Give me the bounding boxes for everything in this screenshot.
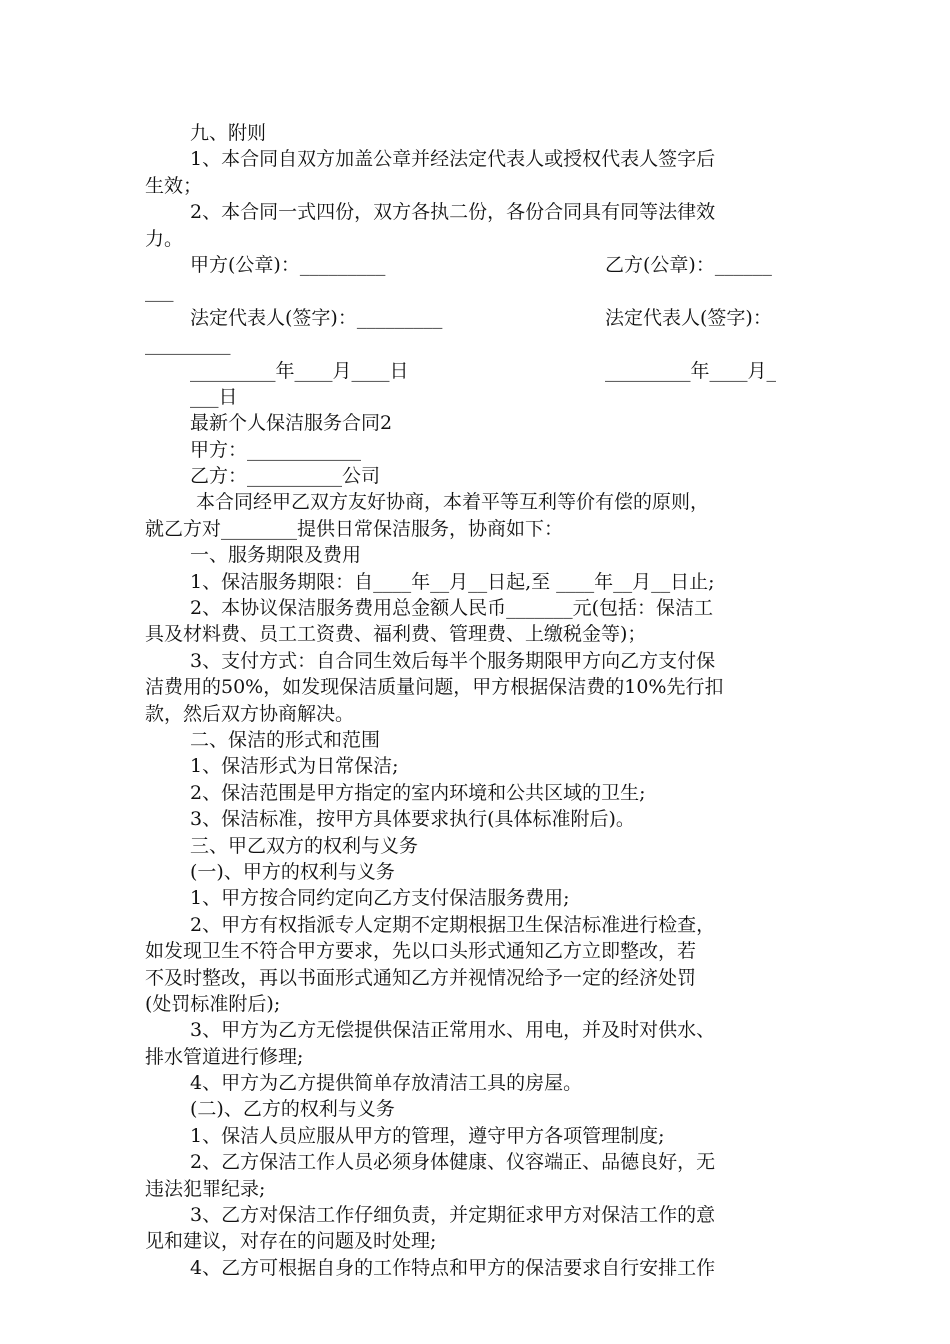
section-3a-item-4: 4、甲方为乙方提供简单存放清洁工具的房屋。	[190, 1072, 583, 1095]
intro-paragraph-cont: 就乙方对________提供日常保洁服务，协商如下：	[145, 517, 564, 540]
section-3-heading: 三、甲乙双方的权利与义务	[190, 834, 419, 857]
appendix-item-1: 1、本合同自双方加盖公章并经法定代表人或授权代表人签字后	[190, 148, 716, 171]
document-page	[145, 120, 810, 1281]
section-3a-item-2: 2、甲方有权指派专人定期不定期根据卫生保洁标准进行检查，	[190, 913, 716, 936]
appendix-heading: 九、附则	[190, 122, 267, 144]
section-1-item-2: 2、本协议保洁服务费用总金额人民币_______元(包括：保洁工	[190, 597, 714, 620]
section-3a-item-2-cont: 如发现卫生不符合甲方要求，先以口头形式通知乙方立即整改，若	[145, 940, 697, 963]
party-a-date: _________年____月____日	[190, 359, 409, 382]
appendix-item-1-cont: 生效；	[145, 174, 203, 197]
party-b-seal: 乙方(公章)：______	[605, 253, 772, 276]
section-1-item-3-cont: 洁费用的50%，如发现保洁质量问题，甲方根据保洁费的10%先行扣	[145, 676, 724, 699]
section-3a-item-2-cont-2: 不及时整改，再以书面形式通知乙方并视情况给予一定的经济处罚	[145, 966, 697, 989]
appendix-item-2: 2、本合同一式四份，双方各执二份，各份合同具有同等法律效	[190, 201, 716, 224]
contract-title: 最新个人保洁服务合同2	[190, 412, 393, 435]
party-a-line: 甲方：____________	[190, 438, 362, 461]
date-row	[145, 358, 810, 384]
section-1-item-3-cont-2: 款，然后双方协商解决。	[145, 702, 355, 725]
section-2-item-3: 3、保洁标准，按甲方具体要求执行(具体标准附后)。	[190, 808, 635, 831]
party-b-representative: 法定代表人(签字)：	[605, 306, 772, 329]
appendix-item-2-cont: 力。	[145, 227, 184, 250]
section-3b-item-2: 2、乙方保洁工作人员必须身体健康、仪容端正、品德良好，无	[190, 1151, 716, 1174]
party-a-representative: 法定代表人(签字)：_________	[190, 306, 443, 329]
party-b-date-cont: ___日	[190, 385, 238, 408]
section-3b-item-1: 1、保洁人员应服从甲方的管理，遵守甲方各项管理制度;	[190, 1124, 665, 1147]
section-3b-heading: (二)、乙方的权利与义务	[190, 1098, 395, 1121]
section-1-heading: 一、服务期限及费用	[190, 544, 362, 567]
party-b-line: 乙方：__________公司	[190, 465, 381, 488]
party-a-seal: 甲方(公章)：_________	[190, 253, 386, 276]
party-b-seal-cont: ___	[145, 280, 174, 303]
section-3b-item-3: 3、乙方对保洁工作仔细负责，并定期征求甲方对保洁工作的意	[190, 1204, 716, 1227]
section-3a-item-2-cont-3: (处罚标准附后);	[145, 992, 281, 1015]
section-3a-item-3-cont: 排水管道进行修理;	[145, 1045, 304, 1068]
seal-row	[145, 252, 810, 278]
section-3a-item-1: 1、甲方按合同约定向乙方支付保洁服务费用;	[190, 887, 570, 910]
section-2-item-1: 1、保洁形式为日常保洁;	[190, 755, 399, 778]
section-3b-item-2-cont: 违法犯罪纪录;	[145, 1177, 266, 1200]
section-3a-heading: (一)、甲方的权利与义务	[190, 860, 395, 883]
section-2-heading: 二、保洁的形式和范围	[190, 728, 381, 751]
section-1-item-2-cont: 具及材料费、员工工资费、福利费、管理费、上缴税金等)；	[145, 623, 647, 646]
section-3b-item-4: 4、乙方可根据自身的工作特点和甲方的保洁要求自行安排工作	[190, 1256, 716, 1279]
section-3b-item-3-cont: 见和建议，对存在的问题及时处理;	[145, 1230, 437, 1253]
intro-paragraph: 本合同经甲乙双方友好协商，本着平等互利等价有偿的原则，	[190, 491, 710, 514]
representative-row	[145, 305, 810, 331]
section-2-item-2: 2、保洁范围是甲方指定的室内环境和公共区域的卫生;	[190, 781, 646, 804]
party-b-date: _________年____月_	[605, 359, 777, 382]
section-1-item-3: 3、支付方式：自合同生效后每半个服务期限甲方向乙方支付保	[190, 649, 716, 672]
section-3a-item-3: 3、甲方为乙方无偿提供保洁正常用水、用电，并及时对供水、	[190, 1019, 716, 1042]
section-1-item-1: 1、保洁服务期限：自____年__月__日起,至 ____年__月__日止;	[190, 570, 715, 593]
party-b-representative-cont: _________	[145, 333, 231, 356]
